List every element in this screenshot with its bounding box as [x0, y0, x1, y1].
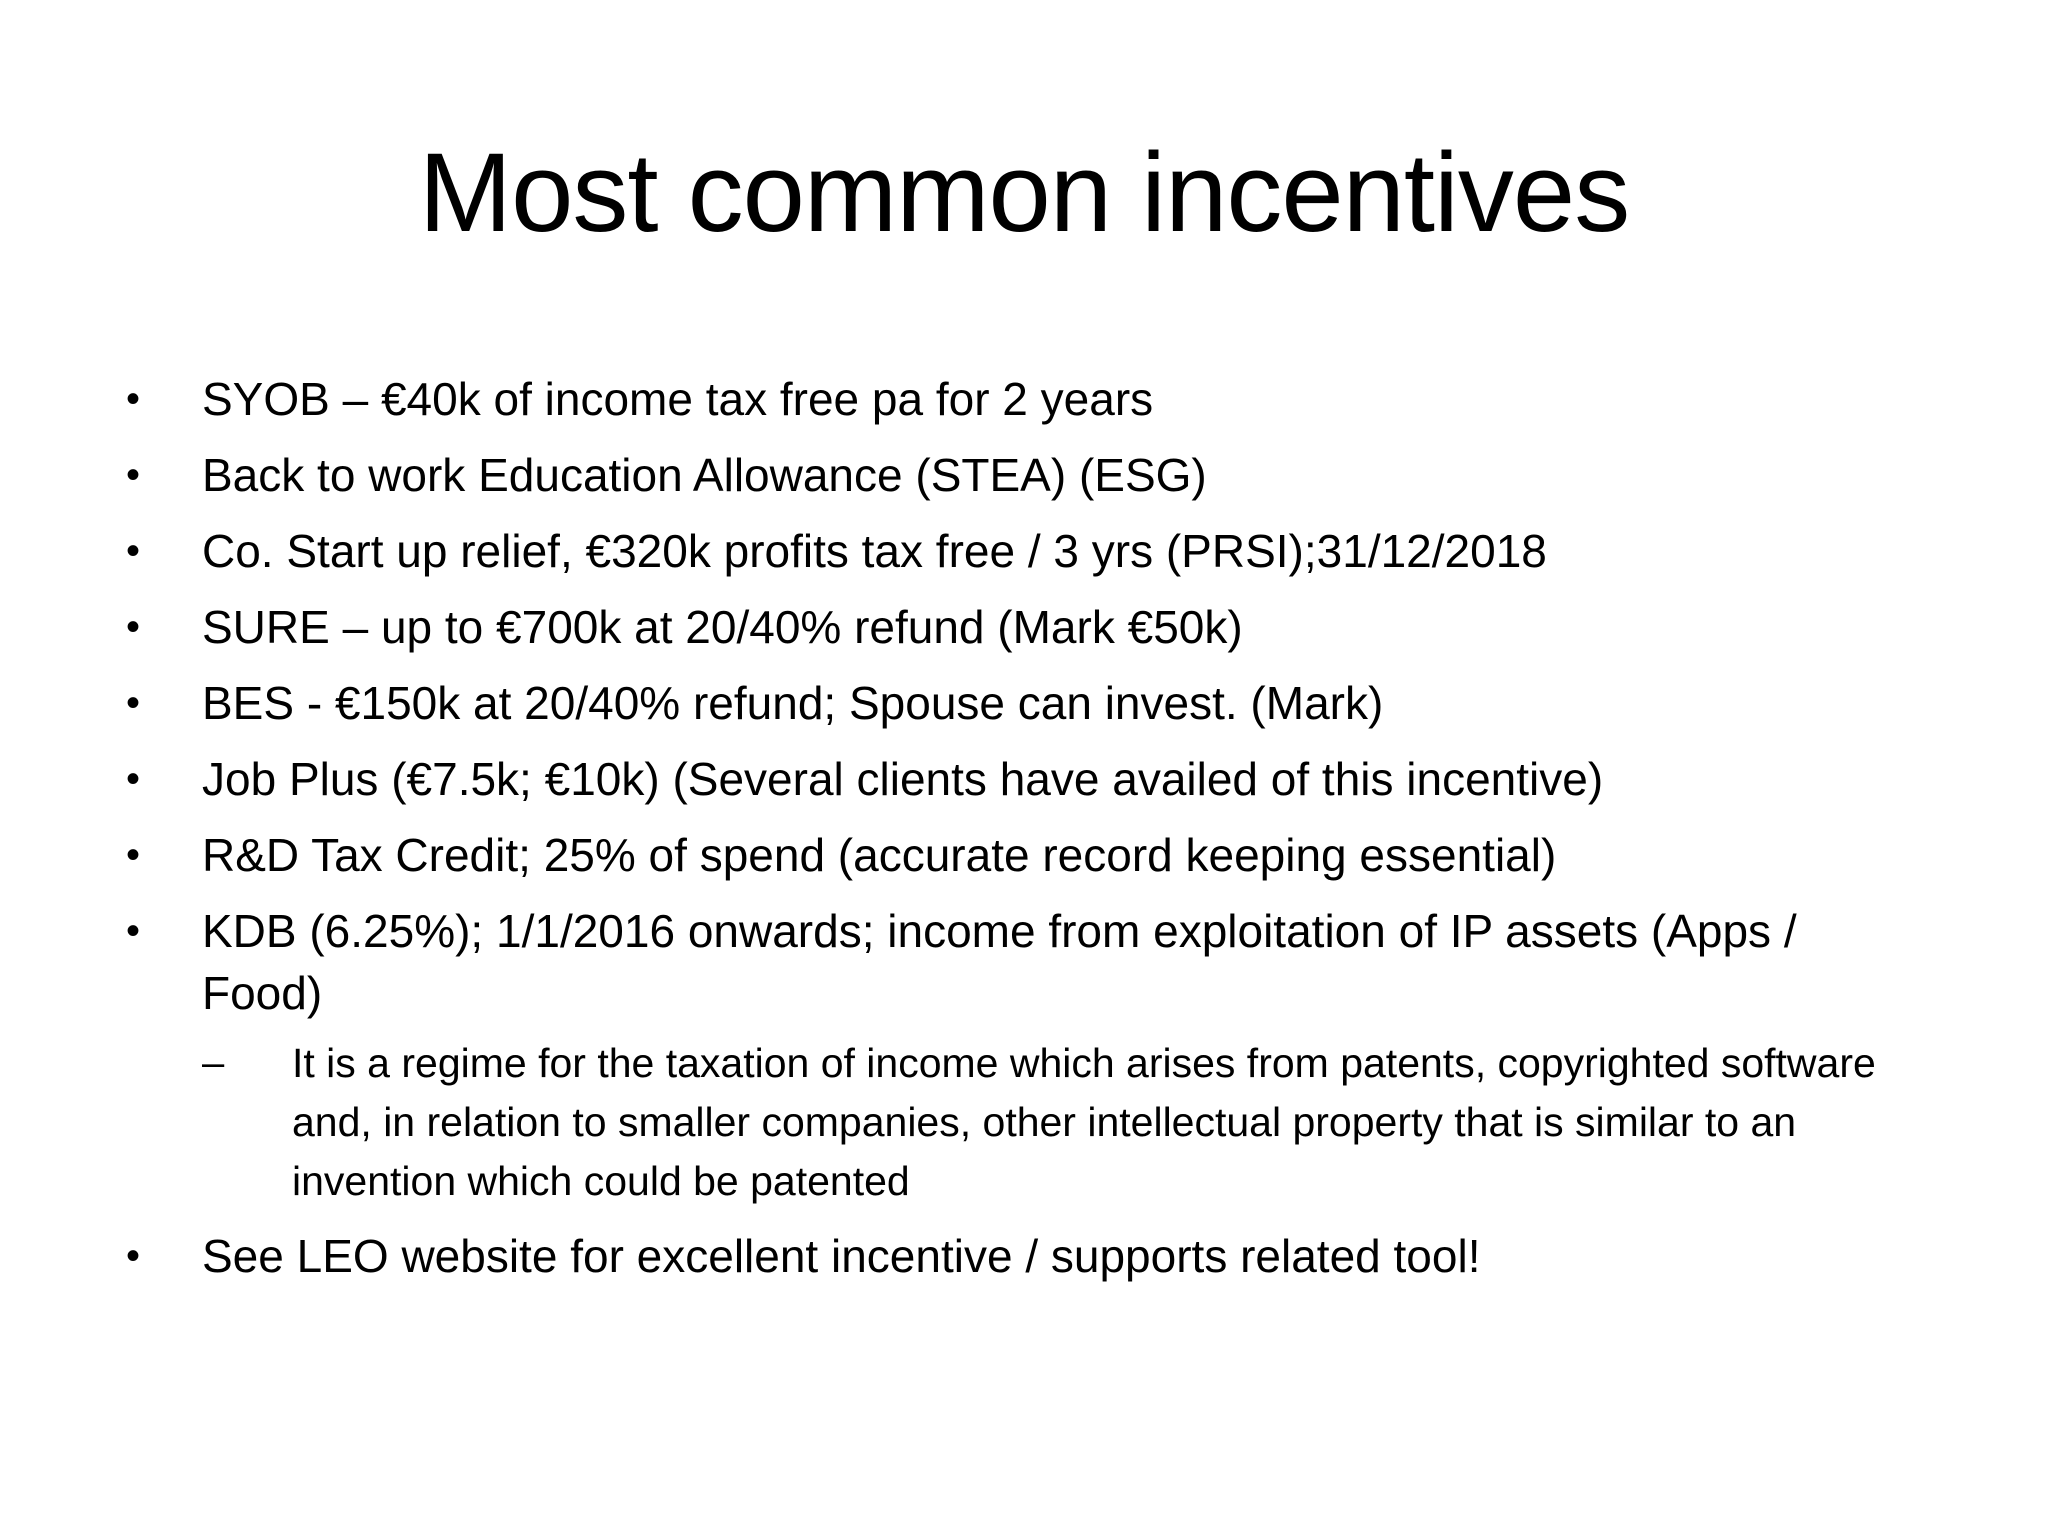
bullet-text: Back to work Education Allowance (STEA) (ESG): [202, 449, 1207, 501]
bullet-text: R&D Tax Credit; 25% of spend (accurate record keeping essential): [202, 829, 1557, 881]
bullet-marker: •: [126, 681, 141, 725]
bullet-marker: •: [126, 605, 141, 649]
bullet-item: [122, 672, 1922, 734]
bullet-marker: •: [126, 757, 141, 801]
bullet-text: Job Plus (€7.5k; €10k) (Several clients have availed of this incentive): [202, 753, 1604, 805]
bullet-item: [122, 520, 1922, 582]
bullet-text: KDB (6.25%); 1/1/2016 onwards; income from exploitation of IP assets (Apps / Food): [202, 905, 1797, 1019]
bullet-item: [122, 368, 1922, 430]
bullet-text: SURE – up to €700k at 20/40% refund (Mark €50k): [202, 601, 1243, 653]
bullet-item: [122, 1225, 1922, 1287]
bullet-text: See LEO website for excellent incentive / supports related tool!: [202, 1230, 1481, 1282]
slide-title: Most common incentives: [418, 130, 1630, 255]
bullet-item: [122, 900, 1922, 1211]
bullet-text: SYOB – €40k of income tax free pa for 2 years: [202, 373, 1154, 425]
bullet-marker: •: [126, 453, 141, 497]
bullet-marker: •: [126, 833, 141, 877]
bullet-marker: •: [126, 377, 141, 421]
bullet-item: [122, 748, 1922, 810]
bullet-item: [122, 596, 1922, 658]
sub-bullet-list: [202, 1034, 1922, 1211]
bullet-item: [122, 444, 1922, 506]
bullet-marker: •: [126, 909, 141, 953]
sub-bullet-marker: –: [202, 1041, 225, 1085]
sub-bullet-item: [202, 1034, 1892, 1211]
bullet-text: BES - €150k at 20/40% refund; Spouse can invest. (Mark): [202, 677, 1384, 729]
bullet-marker: •: [126, 529, 141, 573]
bullet-item: [122, 824, 1922, 886]
sub-bullet-text: It is a regime for the taxation of income which arises from patents, copyrighted software and, in relation to smaller companies, other intellectual property that is similar to an invention which could be patented: [292, 1040, 1876, 1204]
bullet-text: Co. Start up relief, €320k profits tax free / 3 yrs (PRSI);31/12/2018: [202, 525, 1547, 577]
bullet-list: [122, 368, 1922, 1301]
bullet-marker: •: [126, 1234, 141, 1278]
